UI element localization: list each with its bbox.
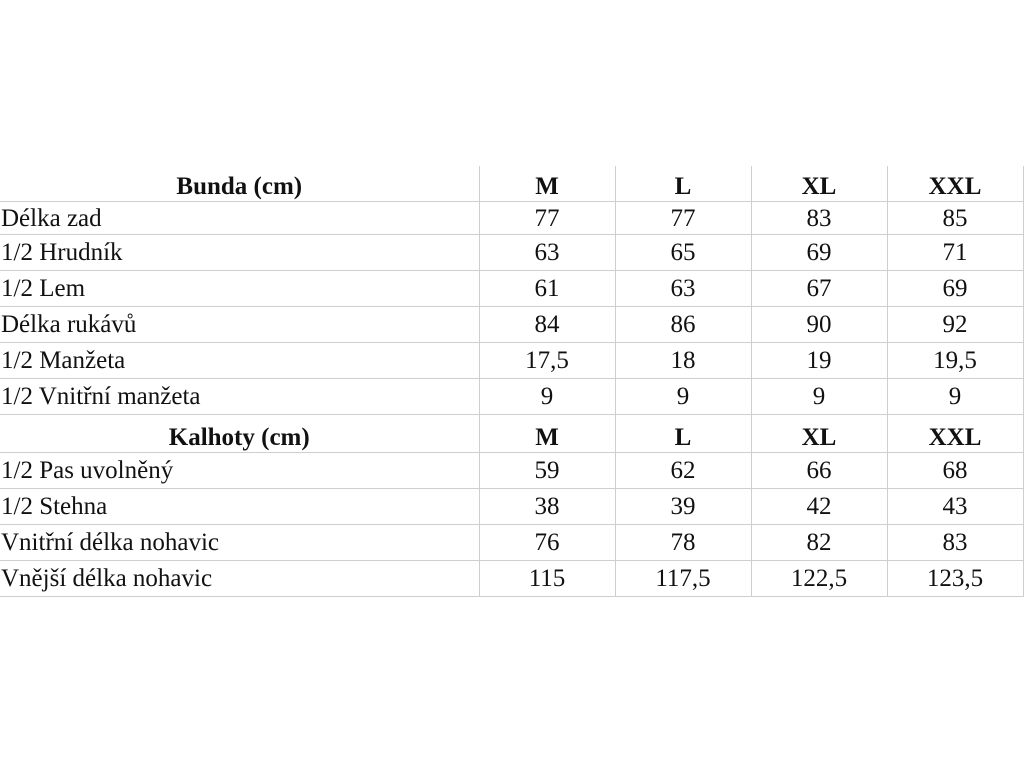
size-value: 67 [751,271,887,307]
table-row [0,202,1024,235]
size-value: 39 [615,489,751,525]
size-value: 76 [479,525,615,561]
size-header: XL [751,415,887,453]
table-row [0,343,1024,379]
size-value: 71 [887,235,1023,271]
row-label: Vnitřní délka nohavic [0,525,479,561]
size-value: 43 [887,489,1023,525]
size-chart-table [0,166,1024,597]
size-value: 122,5 [751,561,887,597]
row-label: 1/2 Stehna [0,489,479,525]
row-label: 1/2 Lem [0,271,479,307]
row-label: 1/2 Manžeta [0,343,479,379]
size-value: 17,5 [479,343,615,379]
section-title: Bunda (cm) [0,166,479,202]
row-label: 1/2 Hrudník [0,235,479,271]
table-row [0,453,1024,489]
size-value: 42 [751,489,887,525]
table-row [0,525,1024,561]
size-value: 61 [479,271,615,307]
size-value: 9 [887,379,1023,415]
row-label: Délka rukávů [0,307,479,343]
size-value: 115 [479,561,615,597]
size-value: 83 [751,202,887,235]
size-header: M [479,415,615,453]
section-title: Kalhoty (cm) [0,415,479,453]
size-header: XXL [887,166,1023,202]
size-value: 66 [751,453,887,489]
size-value: 69 [887,271,1023,307]
row-label: Délka zad [0,202,479,235]
row-label: 1/2 Pas uvolněný [0,453,479,489]
size-value: 62 [615,453,751,489]
size-value: 9 [479,379,615,415]
table-row [0,379,1024,415]
section-header-trousers [0,415,1024,453]
size-value: 84 [479,307,615,343]
size-value: 85 [887,202,1023,235]
table-row [0,271,1024,307]
table-row [0,307,1024,343]
size-value: 117,5 [615,561,751,597]
size-value: 123,5 [887,561,1023,597]
size-header: XXL [887,415,1023,453]
size-value: 78 [615,525,751,561]
size-value: 9 [615,379,751,415]
size-value: 59 [479,453,615,489]
size-value: 63 [615,271,751,307]
table-row [0,235,1024,271]
size-value: 92 [887,307,1023,343]
size-value: 18 [615,343,751,379]
size-value: 83 [887,525,1023,561]
size-value: 38 [479,489,615,525]
size-value: 77 [479,202,615,235]
size-value: 82 [751,525,887,561]
size-value: 68 [887,453,1023,489]
table-row [0,489,1024,525]
size-value: 63 [479,235,615,271]
row-label: Vnější délka nohavic [0,561,479,597]
size-header: L [615,166,751,202]
size-value: 86 [615,307,751,343]
size-value: 77 [615,202,751,235]
row-label: 1/2 Vnitřní manžeta [0,379,479,415]
size-value: 9 [751,379,887,415]
size-header: L [615,415,751,453]
table-row [0,561,1024,597]
size-value: 69 [751,235,887,271]
size-header: XL [751,166,887,202]
size-header: M [479,166,615,202]
size-value: 19 [751,343,887,379]
section-header-jacket [0,166,1024,202]
size-value: 65 [615,235,751,271]
size-value: 90 [751,307,887,343]
size-value: 19,5 [887,343,1023,379]
